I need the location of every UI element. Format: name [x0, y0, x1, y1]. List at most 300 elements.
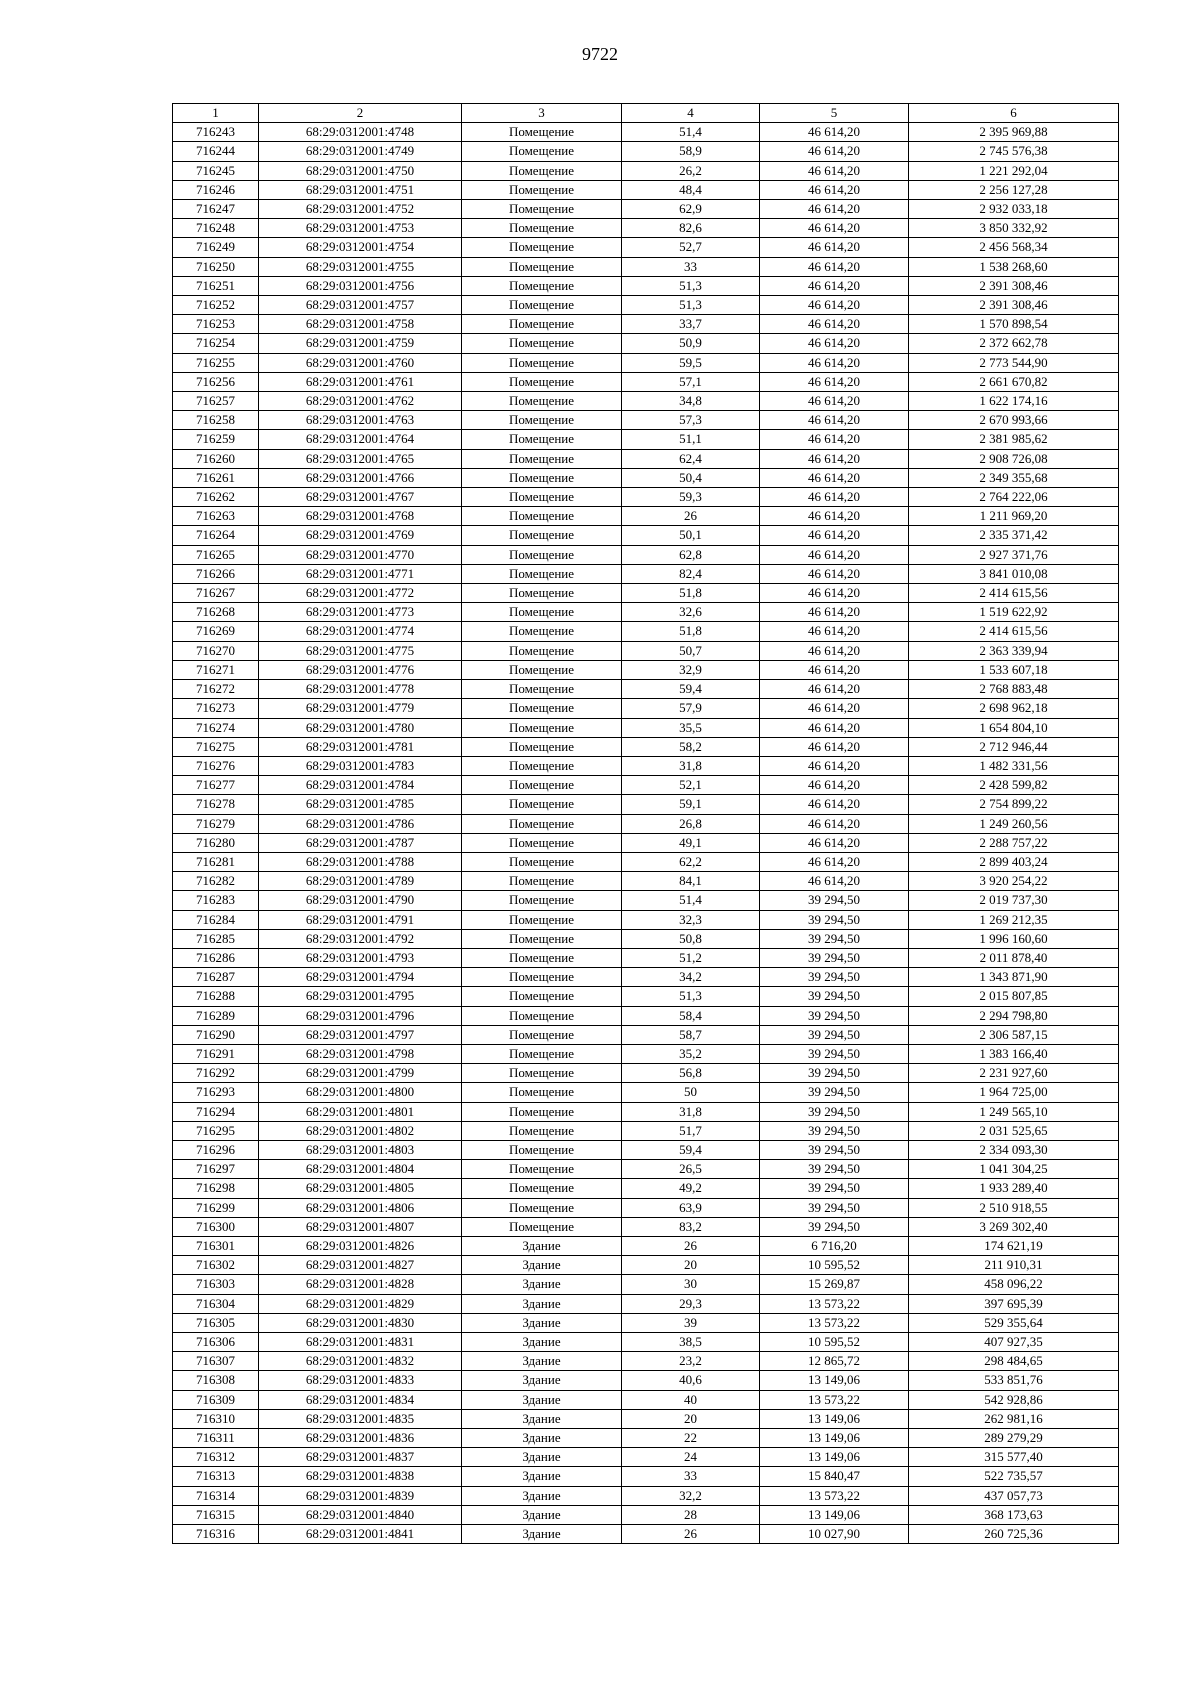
- cadastral-number-cell: 68:29:0312001:4790: [259, 891, 462, 910]
- cadastral-value-cell: 2 773 544,90: [909, 353, 1119, 372]
- row-number-cell: 716275: [173, 737, 259, 756]
- specific-value-cell: 13 149,06: [760, 1448, 909, 1467]
- row-number-cell: 716291: [173, 1044, 259, 1063]
- row-number-cell: 716280: [173, 833, 259, 852]
- object-type-cell: Помещение: [462, 1198, 622, 1217]
- row-number-cell: 716281: [173, 852, 259, 871]
- row-number-cell: 716250: [173, 257, 259, 276]
- cadastral-value-cell: 1 933 289,40: [909, 1179, 1119, 1198]
- table-row: [173, 1083, 1119, 1102]
- table-row: [173, 948, 1119, 967]
- object-type-cell: Помещение: [462, 296, 622, 315]
- row-number-cell: 716277: [173, 776, 259, 795]
- cadastral-number-cell: 68:29:0312001:4756: [259, 276, 462, 295]
- cadastral-value-cell: 2 764 222,06: [909, 488, 1119, 507]
- object-type-cell: Помещение: [462, 1160, 622, 1179]
- cadastral-value-cell: 1 249 260,56: [909, 814, 1119, 833]
- cadastral-number-cell: 68:29:0312001:4787: [259, 833, 462, 852]
- row-number-cell: 716298: [173, 1179, 259, 1198]
- cadastral-value-cell: 533 851,76: [909, 1371, 1119, 1390]
- object-type-cell: Помещение: [462, 680, 622, 699]
- area-cell: 62,9: [622, 200, 760, 219]
- row-number-cell: 716311: [173, 1429, 259, 1448]
- area-cell: 34,2: [622, 968, 760, 987]
- cadastral-number-cell: 68:29:0312001:4827: [259, 1256, 462, 1275]
- column-header: 6: [909, 104, 1119, 123]
- cadastral-number-cell: 68:29:0312001:4766: [259, 468, 462, 487]
- area-cell: 26,2: [622, 161, 760, 180]
- object-type-cell: Здание: [462, 1333, 622, 1352]
- object-type-cell: Помещение: [462, 238, 622, 257]
- object-type-cell: Помещение: [462, 334, 622, 353]
- table-row: [173, 315, 1119, 334]
- cadastral-number-cell: 68:29:0312001:4754: [259, 238, 462, 257]
- cadastral-value-cell: 2 335 371,42: [909, 526, 1119, 545]
- cadastral-value-cell: 1 269 212,35: [909, 910, 1119, 929]
- cadastral-value-cell: 1 343 871,90: [909, 968, 1119, 987]
- header-row: [173, 104, 1119, 123]
- object-type-cell: Здание: [462, 1352, 622, 1371]
- cadastral-number-cell: 68:29:0312001:4805: [259, 1179, 462, 1198]
- row-number-cell: 716263: [173, 507, 259, 526]
- cadastral-number-cell: 68:29:0312001:4751: [259, 180, 462, 199]
- cadastral-value-cell: 1 249 565,10: [909, 1102, 1119, 1121]
- cadastral-value-cell: 2 294 798,80: [909, 1006, 1119, 1025]
- object-type-cell: Помещение: [462, 929, 622, 948]
- specific-value-cell: 46 614,20: [760, 564, 909, 583]
- object-type-cell: Помещение: [462, 1217, 622, 1236]
- row-number-cell: 716258: [173, 411, 259, 430]
- object-type-cell: Помещение: [462, 776, 622, 795]
- row-number-cell: 716301: [173, 1236, 259, 1255]
- table-row: [173, 1313, 1119, 1332]
- row-number-cell: 716294: [173, 1102, 259, 1121]
- area-cell: 26: [622, 1236, 760, 1255]
- area-cell: 51,8: [622, 584, 760, 603]
- area-cell: 51,3: [622, 296, 760, 315]
- object-type-cell: Помещение: [462, 1083, 622, 1102]
- cadastral-number-cell: 68:29:0312001:4796: [259, 1006, 462, 1025]
- specific-value-cell: 46 614,20: [760, 411, 909, 430]
- specific-value-cell: 39 294,50: [760, 1064, 909, 1083]
- cadastral-number-cell: 68:29:0312001:4826: [259, 1236, 462, 1255]
- cadastral-number-cell: 68:29:0312001:4772: [259, 584, 462, 603]
- cadastral-value-cell: 1 996 160,60: [909, 929, 1119, 948]
- specific-value-cell: 13 573,22: [760, 1486, 909, 1505]
- row-number-cell: 716259: [173, 430, 259, 449]
- area-cell: 57,3: [622, 411, 760, 430]
- area-cell: 30: [622, 1275, 760, 1294]
- object-type-cell: Помещение: [462, 968, 622, 987]
- specific-value-cell: 46 614,20: [760, 680, 909, 699]
- area-cell: 51,1: [622, 430, 760, 449]
- area-cell: 62,8: [622, 545, 760, 564]
- area-cell: 50,1: [622, 526, 760, 545]
- cadastral-number-cell: 68:29:0312001:4781: [259, 737, 462, 756]
- cadastral-number-cell: 68:29:0312001:4797: [259, 1025, 462, 1044]
- row-number-cell: 716286: [173, 948, 259, 967]
- object-type-cell: Здание: [462, 1313, 622, 1332]
- area-cell: 23,2: [622, 1352, 760, 1371]
- area-cell: 31,8: [622, 756, 760, 775]
- object-type-cell: Помещение: [462, 622, 622, 641]
- object-type-cell: Здание: [462, 1448, 622, 1467]
- area-cell: 51,3: [622, 276, 760, 295]
- object-type-cell: Помещение: [462, 1044, 622, 1063]
- table-row: [173, 1256, 1119, 1275]
- table-row: [173, 219, 1119, 238]
- table-row: [173, 1505, 1119, 1524]
- specific-value-cell: 46 614,20: [760, 526, 909, 545]
- table-row: [173, 1409, 1119, 1428]
- object-type-cell: Здание: [462, 1525, 622, 1544]
- cadastral-number-cell: 68:29:0312001:4764: [259, 430, 462, 449]
- table-header: [173, 104, 1119, 123]
- area-cell: 51,2: [622, 948, 760, 967]
- specific-value-cell: 39 294,50: [760, 1044, 909, 1063]
- specific-value-cell: 46 614,20: [760, 584, 909, 603]
- specific-value-cell: 39 294,50: [760, 1083, 909, 1102]
- row-number-cell: 716292: [173, 1064, 259, 1083]
- cadastral-number-cell: 68:29:0312001:4769: [259, 526, 462, 545]
- table-row: [173, 852, 1119, 871]
- table-row: [173, 353, 1119, 372]
- object-type-cell: Помещение: [462, 411, 622, 430]
- cadastral-number-cell: 68:29:0312001:4839: [259, 1486, 462, 1505]
- area-cell: 63,9: [622, 1198, 760, 1217]
- table-row: [173, 718, 1119, 737]
- row-number-cell: 716300: [173, 1217, 259, 1236]
- row-number-cell: 716290: [173, 1025, 259, 1044]
- table-row: [173, 1429, 1119, 1448]
- specific-value-cell: 10 027,90: [760, 1525, 909, 1544]
- specific-value-cell: 46 614,20: [760, 315, 909, 334]
- cadastral-value-cell: 437 057,73: [909, 1486, 1119, 1505]
- row-number-cell: 716283: [173, 891, 259, 910]
- area-cell: 58,4: [622, 1006, 760, 1025]
- area-cell: 50: [622, 1083, 760, 1102]
- cadastral-number-cell: 68:29:0312001:4775: [259, 641, 462, 660]
- area-cell: 84,1: [622, 872, 760, 891]
- object-type-cell: Помещение: [462, 718, 622, 737]
- cadastral-value-cell: 174 621,19: [909, 1236, 1119, 1255]
- area-cell: 40: [622, 1390, 760, 1409]
- area-cell: 32,6: [622, 603, 760, 622]
- cadastral-value-cell: 2 661 670,82: [909, 372, 1119, 391]
- specific-value-cell: 46 614,20: [760, 123, 909, 142]
- object-type-cell: Помещение: [462, 660, 622, 679]
- row-number-cell: 716245: [173, 161, 259, 180]
- cadastral-number-cell: 68:29:0312001:4761: [259, 372, 462, 391]
- row-number-cell: 716251: [173, 276, 259, 295]
- specific-value-cell: 46 614,20: [760, 795, 909, 814]
- cadastral-value-cell: 1 041 304,25: [909, 1160, 1119, 1179]
- cadastral-value-cell: 2 011 878,40: [909, 948, 1119, 967]
- object-type-cell: Помещение: [462, 257, 622, 276]
- area-cell: 33: [622, 1467, 760, 1486]
- specific-value-cell: 46 614,20: [760, 180, 909, 199]
- area-cell: 83,2: [622, 1217, 760, 1236]
- row-number-cell: 716248: [173, 219, 259, 238]
- area-cell: 62,4: [622, 449, 760, 468]
- cadastral-value-cell: 2 899 403,24: [909, 852, 1119, 871]
- cadastral-value-cell: 262 981,16: [909, 1409, 1119, 1428]
- row-number-cell: 716288: [173, 987, 259, 1006]
- cadastral-number-cell: 68:29:0312001:4765: [259, 449, 462, 468]
- table-row: [173, 1025, 1119, 1044]
- specific-value-cell: 39 294,50: [760, 968, 909, 987]
- cadastral-value-cell: 2 510 918,55: [909, 1198, 1119, 1217]
- cadastral-value-table: [172, 103, 1119, 1544]
- cadastral-number-cell: 68:29:0312001:4760: [259, 353, 462, 372]
- object-type-cell: Помещение: [462, 372, 622, 391]
- area-cell: 32,2: [622, 1486, 760, 1505]
- table-row: [173, 622, 1119, 641]
- column-header: 5: [760, 104, 909, 123]
- area-cell: 33,7: [622, 315, 760, 334]
- table-row: [173, 872, 1119, 891]
- specific-value-cell: 46 614,20: [760, 545, 909, 564]
- cadastral-value-cell: 2 754 899,22: [909, 795, 1119, 814]
- cadastral-value-cell: 2 414 615,56: [909, 584, 1119, 603]
- table-row: [173, 833, 1119, 852]
- table-row: [173, 1198, 1119, 1217]
- area-cell: 22: [622, 1429, 760, 1448]
- column-header: 4: [622, 104, 760, 123]
- row-number-cell: 716261: [173, 468, 259, 487]
- area-cell: 59,4: [622, 680, 760, 699]
- object-type-cell: Помещение: [462, 200, 622, 219]
- specific-value-cell: 13 573,22: [760, 1390, 909, 1409]
- row-number-cell: 716266: [173, 564, 259, 583]
- table-row: [173, 257, 1119, 276]
- row-number-cell: 716252: [173, 296, 259, 315]
- cadastral-value-cell: 2 372 662,78: [909, 334, 1119, 353]
- specific-value-cell: 13 149,06: [760, 1371, 909, 1390]
- area-cell: 26: [622, 1525, 760, 1544]
- area-cell: 31,8: [622, 1102, 760, 1121]
- table-row: [173, 1294, 1119, 1313]
- cadastral-number-cell: 68:29:0312001:4841: [259, 1525, 462, 1544]
- cadastral-number-cell: 68:29:0312001:4829: [259, 1294, 462, 1313]
- specific-value-cell: 46 614,20: [760, 718, 909, 737]
- cadastral-value-cell: 1 538 268,60: [909, 257, 1119, 276]
- object-type-cell: Помещение: [462, 852, 622, 871]
- cadastral-number-cell: 68:29:0312001:4791: [259, 910, 462, 929]
- row-number-cell: 716302: [173, 1256, 259, 1275]
- cadastral-value-cell: 3 850 332,92: [909, 219, 1119, 238]
- cadastral-value-cell: 2 256 127,28: [909, 180, 1119, 199]
- table-row: [173, 1333, 1119, 1352]
- cadastral-value-cell: 2 381 985,62: [909, 430, 1119, 449]
- cadastral-number-cell: 68:29:0312001:4762: [259, 392, 462, 411]
- specific-value-cell: 13 573,22: [760, 1294, 909, 1313]
- cadastral-number-cell: 68:29:0312001:4785: [259, 795, 462, 814]
- table-row: [173, 1486, 1119, 1505]
- area-cell: 82,4: [622, 564, 760, 583]
- cadastral-value-cell: 2 712 946,44: [909, 737, 1119, 756]
- object-type-cell: Здание: [462, 1294, 622, 1313]
- cadastral-value-cell: 2 306 587,15: [909, 1025, 1119, 1044]
- specific-value-cell: 13 149,06: [760, 1409, 909, 1428]
- area-cell: 59,3: [622, 488, 760, 507]
- row-number-cell: 716289: [173, 1006, 259, 1025]
- object-type-cell: Помещение: [462, 1102, 622, 1121]
- object-type-cell: Помещение: [462, 833, 622, 852]
- cadastral-number-cell: 68:29:0312001:4759: [259, 334, 462, 353]
- area-cell: 35,5: [622, 718, 760, 737]
- specific-value-cell: 39 294,50: [760, 1198, 909, 1217]
- cadastral-value-cell: 2 019 737,30: [909, 891, 1119, 910]
- cadastral-value-cell: 2 015 807,85: [909, 987, 1119, 1006]
- table-row: [173, 641, 1119, 660]
- area-cell: 51,4: [622, 891, 760, 910]
- cadastral-value-cell: 1 654 804,10: [909, 718, 1119, 737]
- object-type-cell: Помещение: [462, 1006, 622, 1025]
- cadastral-value-cell: 1 570 898,54: [909, 315, 1119, 334]
- table-row: [173, 891, 1119, 910]
- cadastral-number-cell: 68:29:0312001:4792: [259, 929, 462, 948]
- row-number-cell: 716246: [173, 180, 259, 199]
- area-cell: 50,7: [622, 641, 760, 660]
- area-cell: 33: [622, 257, 760, 276]
- area-cell: 39: [622, 1313, 760, 1332]
- cadastral-value-cell: 298 484,65: [909, 1352, 1119, 1371]
- cadastral-value-cell: 2 932 033,18: [909, 200, 1119, 219]
- cadastral-number-cell: 68:29:0312001:4770: [259, 545, 462, 564]
- row-number-cell: 716253: [173, 315, 259, 334]
- cadastral-number-cell: 68:29:0312001:4795: [259, 987, 462, 1006]
- specific-value-cell: 39 294,50: [760, 910, 909, 929]
- cadastral-value-cell: 1 533 607,18: [909, 660, 1119, 679]
- object-type-cell: Помещение: [462, 814, 622, 833]
- area-cell: 20: [622, 1409, 760, 1428]
- specific-value-cell: 13 149,06: [760, 1429, 909, 1448]
- object-type-cell: Помещение: [462, 641, 622, 660]
- specific-value-cell: 46 614,20: [760, 507, 909, 526]
- object-type-cell: Помещение: [462, 564, 622, 583]
- table-row: [173, 1371, 1119, 1390]
- specific-value-cell: 46 614,20: [760, 603, 909, 622]
- cadastral-value-cell: 458 096,22: [909, 1275, 1119, 1294]
- area-cell: 26,5: [622, 1160, 760, 1179]
- object-type-cell: Помещение: [462, 1025, 622, 1044]
- table-row: [173, 1121, 1119, 1140]
- row-number-cell: 716276: [173, 756, 259, 775]
- object-type-cell: Помещение: [462, 219, 622, 238]
- table-row: [173, 296, 1119, 315]
- cadastral-value-cell: 2 927 371,76: [909, 545, 1119, 564]
- row-number-cell: 716254: [173, 334, 259, 353]
- specific-value-cell: 46 614,20: [760, 200, 909, 219]
- table-row: [173, 411, 1119, 430]
- cadastral-number-cell: 68:29:0312001:4800: [259, 1083, 462, 1102]
- cadastral-number-cell: 68:29:0312001:4834: [259, 1390, 462, 1409]
- row-number-cell: 716267: [173, 584, 259, 603]
- cadastral-value-cell: 2 391 308,46: [909, 276, 1119, 295]
- cadastral-value-cell: 397 695,39: [909, 1294, 1119, 1313]
- table-row: [173, 238, 1119, 257]
- object-type-cell: Здание: [462, 1390, 622, 1409]
- object-type-cell: Помещение: [462, 910, 622, 929]
- row-number-cell: 716260: [173, 449, 259, 468]
- area-cell: 49,2: [622, 1179, 760, 1198]
- table-row: [173, 1236, 1119, 1255]
- object-type-cell: Здание: [462, 1409, 622, 1428]
- table-row: [173, 1275, 1119, 1294]
- specific-value-cell: 46 614,20: [760, 372, 909, 391]
- object-type-cell: Здание: [462, 1486, 622, 1505]
- table-row: [173, 1467, 1119, 1486]
- specific-value-cell: 46 614,20: [760, 334, 909, 353]
- cadastral-value-cell: 2 768 883,48: [909, 680, 1119, 699]
- cadastral-number-cell: 68:29:0312001:4755: [259, 257, 462, 276]
- cadastral-number-cell: 68:29:0312001:4806: [259, 1198, 462, 1217]
- table-row: [173, 392, 1119, 411]
- object-type-cell: Помещение: [462, 1179, 622, 1198]
- page-number: 9722: [582, 44, 618, 64]
- row-number-cell: 716304: [173, 1294, 259, 1313]
- specific-value-cell: 10 595,52: [760, 1256, 909, 1275]
- area-cell: 48,4: [622, 180, 760, 199]
- cadastral-number-cell: 68:29:0312001:4789: [259, 872, 462, 891]
- object-type-cell: Помещение: [462, 507, 622, 526]
- row-number-cell: 716310: [173, 1409, 259, 1428]
- object-type-cell: Помещение: [462, 123, 622, 142]
- row-number-cell: 716278: [173, 795, 259, 814]
- cadastral-value-cell: 3 920 254,22: [909, 872, 1119, 891]
- object-type-cell: Помещение: [462, 891, 622, 910]
- cadastral-value-cell: 2 349 355,68: [909, 468, 1119, 487]
- specific-value-cell: 10 595,52: [760, 1333, 909, 1352]
- cadastral-number-cell: 68:29:0312001:4748: [259, 123, 462, 142]
- specific-value-cell: 39 294,50: [760, 1217, 909, 1236]
- specific-value-cell: 46 614,20: [760, 641, 909, 660]
- cadastral-number-cell: 68:29:0312001:4802: [259, 1121, 462, 1140]
- row-number-cell: 716274: [173, 718, 259, 737]
- cadastral-value-cell: 1 211 969,20: [909, 507, 1119, 526]
- specific-value-cell: 39 294,50: [760, 1121, 909, 1140]
- specific-value-cell: 39 294,50: [760, 1025, 909, 1044]
- cadastral-number-cell: 68:29:0312001:4749: [259, 142, 462, 161]
- specific-value-cell: 39 294,50: [760, 891, 909, 910]
- row-number-cell: 716269: [173, 622, 259, 641]
- table-row: [173, 1352, 1119, 1371]
- table-row: [173, 756, 1119, 775]
- area-cell: 26: [622, 507, 760, 526]
- row-number-cell: 716315: [173, 1505, 259, 1524]
- cadastral-number-cell: 68:29:0312001:4833: [259, 1371, 462, 1390]
- specific-value-cell: 46 614,20: [760, 872, 909, 891]
- area-cell: 59,4: [622, 1140, 760, 1159]
- specific-value-cell: 46 614,20: [760, 622, 909, 641]
- table-row: [173, 1064, 1119, 1083]
- table-row: [173, 507, 1119, 526]
- cadastral-number-cell: 68:29:0312001:4779: [259, 699, 462, 718]
- cadastral-value-cell: 211 910,31: [909, 1256, 1119, 1275]
- area-cell: 51,8: [622, 622, 760, 641]
- cadastral-number-cell: 68:29:0312001:4771: [259, 564, 462, 583]
- table-row: [173, 142, 1119, 161]
- area-cell: 51,4: [622, 123, 760, 142]
- cadastral-value-cell: 315 577,40: [909, 1448, 1119, 1467]
- table-row: [173, 1390, 1119, 1409]
- table-row: [173, 814, 1119, 833]
- specific-value-cell: 46 614,20: [760, 353, 909, 372]
- table-row: [173, 488, 1119, 507]
- row-number-cell: 716249: [173, 238, 259, 257]
- cadastral-number-cell: 68:29:0312001:4835: [259, 1409, 462, 1428]
